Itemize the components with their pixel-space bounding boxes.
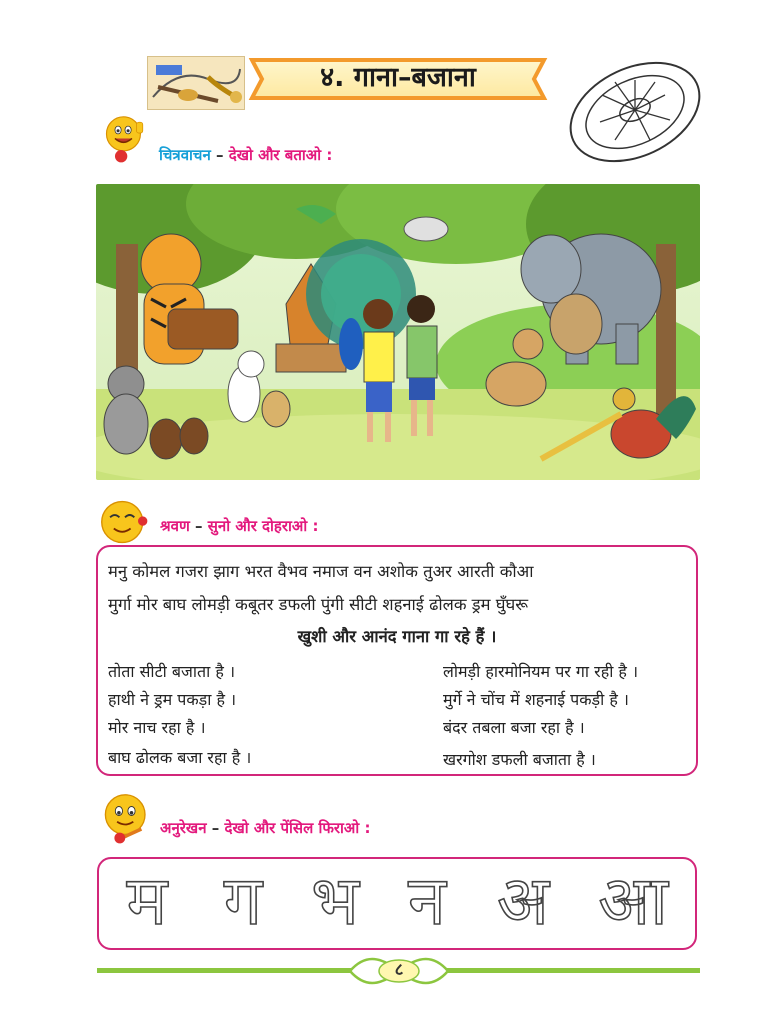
smiley-listening-icon [98,495,152,549]
section-listen-dash: – [195,517,203,535]
cymbal-ornament-icon [560,50,710,170]
section-picture-instruction: देखो और बताओ : [228,146,333,164]
left-sentence: तोता सीटी बजाता है । [108,662,236,681]
trace-letter: म [126,862,168,941]
right-sentence: मुर्गे ने चोंच में शहनाई पकड़ी है । [443,690,629,709]
section-listen-heading [160,516,318,536]
word-line-2: मुर्गा मोर बाघ लोमड़ी कबूतर डफली पुंगी सीटी शहनाई ढोलक ड्रम घुँघरू [108,595,529,614]
trace-letter: अ [497,862,549,941]
section-trace-title: अनुरेखन [160,819,207,837]
trace-letter: आ [598,862,668,941]
section-listen-instruction: सुनो और दोहराओ : [207,517,319,535]
music-instruments-thumbnail [147,56,245,110]
section-picture-heading [159,145,332,165]
smiley-writing-icon [100,793,154,847]
section-trace-heading [160,818,371,838]
center-sentence: खुशी और आनंद गाना गा रहे हैं । [297,627,497,646]
left-sentence: मोर नाच रहा है । [108,718,206,737]
trace-letter: ग [223,862,263,941]
section-trace-instruction: देखो और पेंसिल फिराओ : [224,819,371,837]
section-trace-dash: – [211,819,220,837]
left-sentence: हाथी ने ड्रम पकड़ा है । [108,690,237,709]
page-title: ४. गाना–बजाना [320,62,476,93]
section-picture-title: चित्रवाचन [159,146,211,164]
music-animals-scene [96,184,700,480]
trace-letter: न [408,862,446,941]
smiley-thumbs-up-icon [98,113,152,167]
page-number: ८ [394,960,404,980]
section-picture-dash: – [216,146,224,164]
left-sentence: बाघ ढोलक बजा रहा है । [108,748,252,767]
word-line-1: मनु कोमल गजरा झाग भरत वैभव नमाज वन अशोक तुअर आरती कौआ [108,562,534,581]
section-listen-title: श्रवण [160,517,190,535]
right-sentence: खरगोश डफली बजाता है । [443,750,596,769]
right-sentence: बंदर तबला बजा रहा है । [443,718,585,737]
trace-letter: भ [311,862,359,941]
right-sentence: लोमड़ी हारमोनियम पर गा रही है । [443,662,639,681]
